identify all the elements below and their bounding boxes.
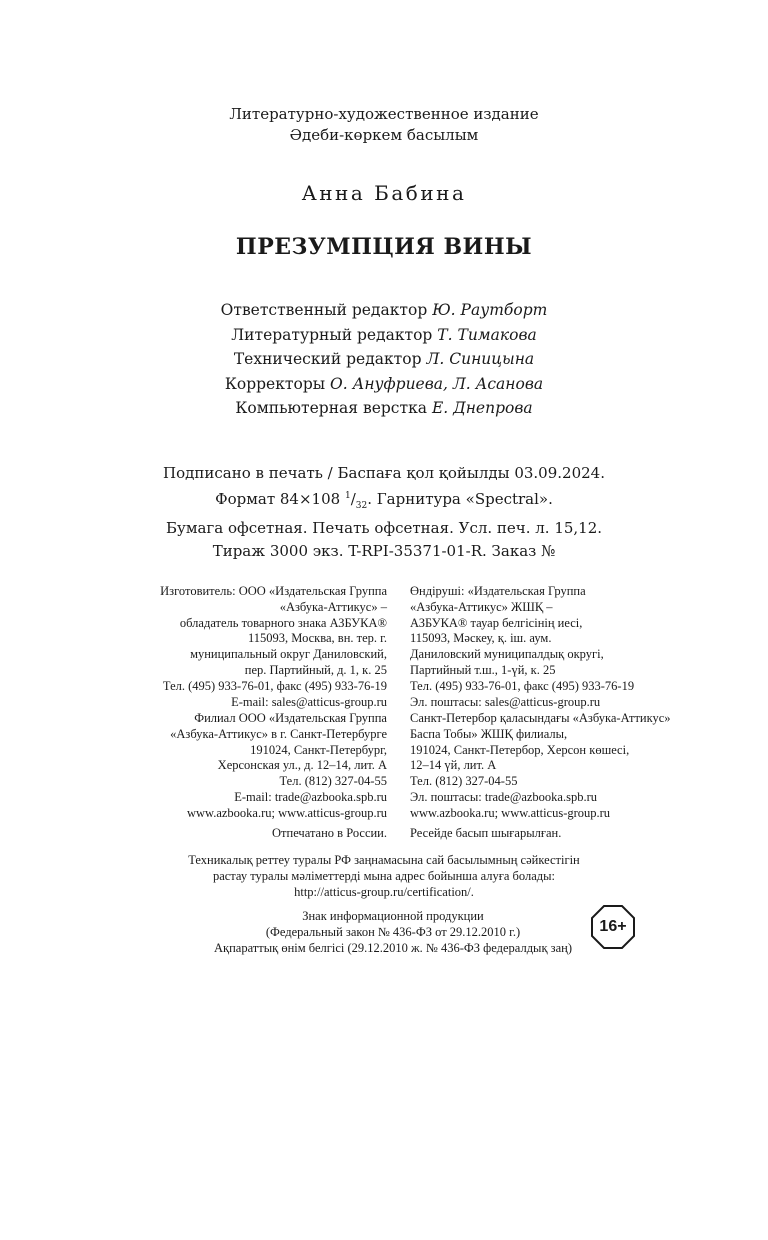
print-format-line: Формат 84×108 $^1/_{32}$. Гарнитура «Spectral». (215, 489, 553, 511)
print-run-line: Тираж 3000 экз. T-RPI-35371-01-R. Заказ № (212, 541, 556, 560)
credit-line: Технический редактор Л. Синицына (233, 350, 535, 368)
websites-kz: www.azbooka.ru; www.atticus-group.ru (410, 806, 611, 820)
credit-line: Корректоры О. Ануфриева, Л. Асанова (224, 374, 544, 393)
printed-in-kz: Ресейде басып шығарылған. (410, 826, 562, 840)
info-product-sign: Знак информационной продукции (Федеральный закон № 436-ФЗ от 29.12.2010 г.) Ақпараттық өнім белгісі (29.12.2010 ж. № 436-ФЗ федералдық заң) (214, 909, 572, 955)
credit-line: Компьютерная верстка Е. Днепрова (235, 399, 533, 417)
book-title: ПРЕЗУМПЦИЯ ВИНЫ (235, 234, 533, 260)
branch-kz: Санкт-Петербор қаласындағы «Азбука-Аттикус» Баспа Тобы» ЖШҚ филиалы, 191024, Санкт-Петербор, Херсон көшесі, 12–14 үй, лит. А Тел. (812) 327-04-55 Эл. поштасы: trade@azbooka.spb.ru (410, 711, 671, 804)
websites-ru: www.azbooka.ru; www.atticus-group.ru (186, 806, 387, 820)
credit-line: Ответственный редактор Ю. Раутборт (220, 301, 548, 319)
credits-block (0, 298, 768, 421)
print-date-line: Подписано в печать / Баспаға қол қойылды 03.09.2024. (163, 464, 605, 482)
print-paper-line: Бумага офсетная. Печать офсетная. Усл. печ. л. 15,12. (165, 519, 603, 537)
credit-line: Литературный редактор Т. Тимакова (231, 325, 537, 344)
branch-ru: Филиал ООО «Издательская Группа «Азбука-Аттикус» в г. Санкт-Петербурге 191024, Санкт-Петербург, Херсонская ул., д. 12–14, лит. А Тел. (812) 327-04-55 E-mail: trade@azbooka.spb.ru (170, 711, 387, 804)
edition-type-ru: Литературно-художественное издание (229, 105, 539, 123)
author-name: Анна Бабина (301, 181, 467, 205)
age-rating-badge (590, 904, 636, 950)
manufacturer-kz: Өндіруші: «Издательская Группа «Азбука-Аттикус» ЖШҚ – АЗБУКА® тауар белгісінің иесі, 115093, Мәскеу, қ. іш. аум. Даниловский муниципалдық округі, Партийный т.ш., 1-үй, к. 25 Тел. (495) 933-76-01, факс (495) 933-76-19 Эл. поштасы: sales@atticus-group.ru (410, 584, 635, 709)
printed-in-ru: Отпечатано в России. (272, 826, 387, 840)
edition-type-kz: Әдеби-көркем басылым (289, 126, 479, 144)
manufacturer-ru: Изготовитель: ООО «Издательская Группа «Азбука-Аттикус» – обладатель товарного знака АЗБУКА® 115093, Москва, вн. тер. г. муниципальный округ Даниловский, пер. Партийный, д. 1, к. 25 Тел. (495) 933-76-01, факс (495) 933-76-19 E-mail: sales@atticus-group.ru (160, 584, 387, 709)
certification-note: Техникалық реттеу туралы РФ заңнамасына сай басылымның сәйкестігін растау туралы мәліметтерді мына адрес бойынша алуға болады: http://atticus-group.ru/certification/. (188, 853, 580, 899)
age-rating-label: 16+ (599, 918, 627, 935)
print-info (0, 462, 768, 562)
